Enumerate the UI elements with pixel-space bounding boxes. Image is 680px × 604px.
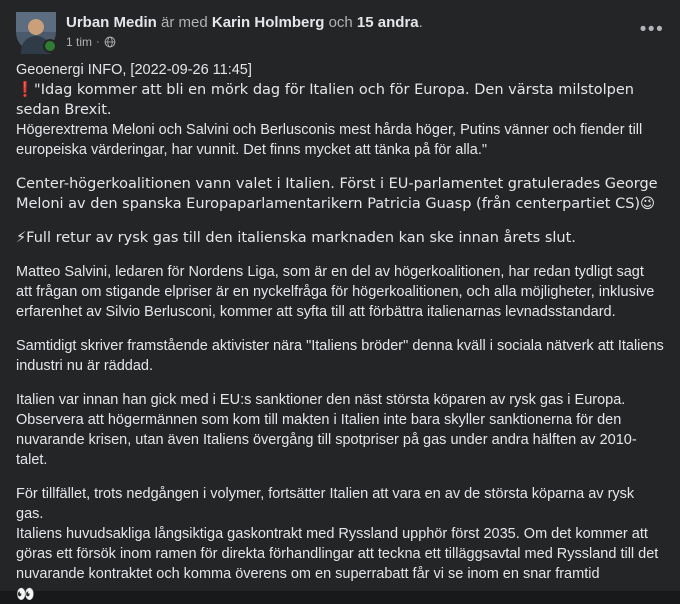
byline-line	[66, 13, 664, 32]
post-paragraph: Center-högerkoalitionen vann valet i Italien. Först i EU-parlamentet gratulerades George Meloni av den spanska Europaparlamentarikern Patricia Guasp (från centerpartiet CS)😉	[16, 176, 658, 212]
byline-and-text: och	[328, 14, 353, 31]
post-meta	[66, 35, 664, 49]
post-timestamp[interactable]: 1 tim	[66, 35, 93, 49]
post-header	[0, 0, 680, 58]
post-paragraph: ❗"Idag kommer att bli en mörk dag för Italien och för Europa. Den värsta milstolpen sedan Brexit.	[16, 82, 634, 118]
post-paragraph: För tillfället, trots nedgången i volymer, fortsätter Italien att vara en av de största köparna av rysk gas.	[16, 486, 635, 522]
post-paragraph: Matteo Salvini, ledaren för Nordens Liga, som är en del av högerkoalitionen, har redan tydligt sagt att frågan om stigande elpriser är en nyckelfråga för högerkoalitionen, och alla möjligheter, inklusive erfarenhet av Silvio Berlusconi, kommer att syfta till att förbättra italienarnas levnadsstandard.	[16, 264, 655, 320]
globe-icon[interactable]	[104, 36, 116, 48]
online-status-badge	[43, 39, 57, 53]
avatar[interactable]	[16, 12, 56, 52]
post-paragraph: Geoenergi INFO, [2022-09-26 11:45]	[16, 62, 252, 78]
post-paragraph: Italien var innan han gick med i EU:s sanktioner den näst största köparen av rysk gas i Europa. Observera att högermännen som kom till makten i Italien inte bara skyller sanktionerna för den nuvarande krisen, utan även Italiens övergång till spotpriser på gas under andra hälften av 2010-talet.	[16, 392, 637, 468]
post-content	[0, 58, 680, 604]
ellipsis-icon[interactable]: •••	[639, 19, 665, 40]
tagged-person-link[interactable]: Karin Holmberg	[211, 14, 325, 31]
post-byline	[66, 12, 664, 49]
post-paragraph: ⚡Full retur av rysk gas till den italienska marknaden kan ske innan årets slut.	[16, 230, 576, 246]
byline-with-text: är med	[161, 14, 208, 31]
byline-period: .	[418, 14, 423, 31]
avatar-face	[28, 19, 44, 35]
post-paragraph: Högerextrema Meloni och Salvini och Berlusconis mest hårda höger, Putins vänner och fiender till europeiska värderingar, har vunnit. Det finns mycket att tänka på för alla."	[16, 122, 643, 158]
post-paragraph: 👀	[16, 585, 36, 603]
post-paragraph: Samtidigt skriver framstående aktivister nära "Italiens bröder" denna kväll i sociala nätverk att Italiens industri nu är räddad.	[16, 338, 664, 374]
post-paragraph: Italiens huvudsakliga långsiktiga gaskontrakt med Ryssland upphör först 2035. Om det kommer att göras ett försök inom ramen för direkta förhandlingar att teckna ett tilläggsavtal med Ryssland till det nuvarande kontraktet och komma överens om en superrabatt får vi se inom en snar framtid	[16, 526, 659, 582]
meta-separator: ·	[96, 35, 100, 48]
post-author-link[interactable]: Urban Medin	[66, 14, 157, 31]
others-link[interactable]: 15 andra	[356, 14, 419, 31]
